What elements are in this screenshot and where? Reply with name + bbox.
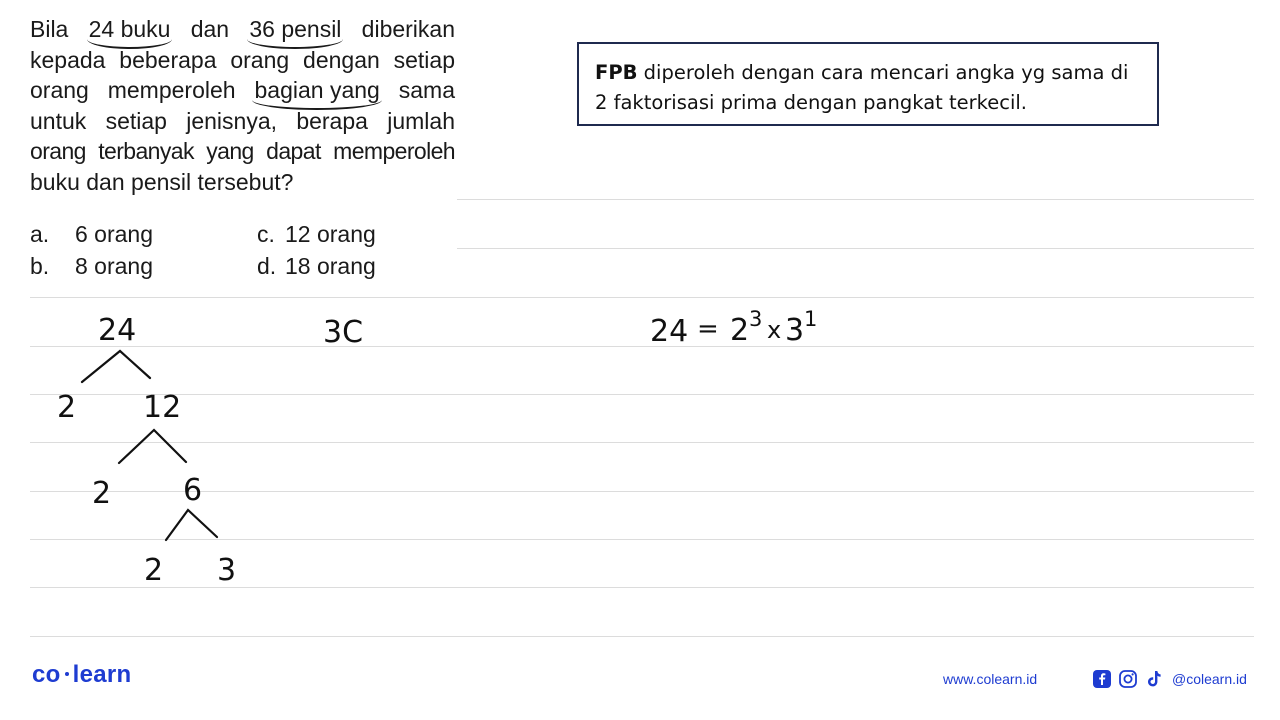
question-line: untuk setiap jenisnya, berapa jumlah <box>30 107 455 134</box>
option-text: 8 orang <box>75 253 154 279</box>
equation-exponent: 3 <box>749 307 763 331</box>
underlined-phrase: bagian yang <box>254 75 379 106</box>
tree-root-36: 3C <box>323 315 364 350</box>
underlined-phrase: 36 pensil <box>249 14 341 45</box>
hint-text: diperoleh dengan cara mencari angka yg sama di 2 faktorisasi prima dengan pangkat terkecil. <box>595 61 1129 114</box>
option-letter: b. <box>30 253 50 279</box>
option-text: 6 orang <box>75 221 154 247</box>
tree-root-24: 24 <box>98 313 137 348</box>
facebook-icon[interactable] <box>1092 669 1112 689</box>
question-line: buku dan pensil tersebut? <box>30 168 294 195</box>
tree-node: 6 <box>183 473 203 508</box>
social-links <box>1092 668 1247 690</box>
tree-leaf: 3 <box>217 553 237 588</box>
tree-leaf: 2 <box>57 390 77 425</box>
option-text: 18 orang <box>285 253 376 279</box>
question-line: Bila 24 buku dan 36 pensil diberikan <box>30 14 455 45</box>
equation-base: 3 <box>785 313 805 348</box>
question-line: orang terbanyak yang dapat memperoleh <box>30 138 455 164</box>
question-line: orang memperoleh bagian yang sama <box>30 75 455 106</box>
equation-equals: = <box>697 314 719 344</box>
logo-dot <box>65 672 69 676</box>
website-link[interactable]: www.colearn.id <box>943 671 1038 687</box>
equation-lhs: 24 <box>650 314 689 349</box>
question-line: kepada beberapa orang dengan setiap <box>30 46 455 73</box>
hint-keyword: FPB <box>595 61 638 84</box>
underlined-phrase: 24 buku <box>89 14 171 45</box>
option-letter: c. <box>257 221 275 247</box>
tiktok-icon[interactable] <box>1144 669 1164 689</box>
instagram-icon[interactable] <box>1118 669 1138 689</box>
option-letter: a. <box>30 221 50 247</box>
tree-branch <box>166 510 217 540</box>
tree-node: 12 <box>143 390 182 425</box>
tree-branch <box>82 351 150 382</box>
tree-leaf: 2 <box>92 476 112 511</box>
equation-times: x <box>767 316 782 344</box>
option-letter: d. <box>257 253 277 279</box>
equation-base: 2 <box>730 313 750 348</box>
social-handle[interactable]: @colearn.id <box>1172 671 1247 687</box>
colearn-logo[interactable]: co learn <box>32 661 132 688</box>
equation-exponent: 1 <box>804 307 818 331</box>
tree-leaf: 2 <box>144 553 164 588</box>
tree-branch <box>119 430 186 463</box>
option-text: 12 orang <box>285 221 376 247</box>
